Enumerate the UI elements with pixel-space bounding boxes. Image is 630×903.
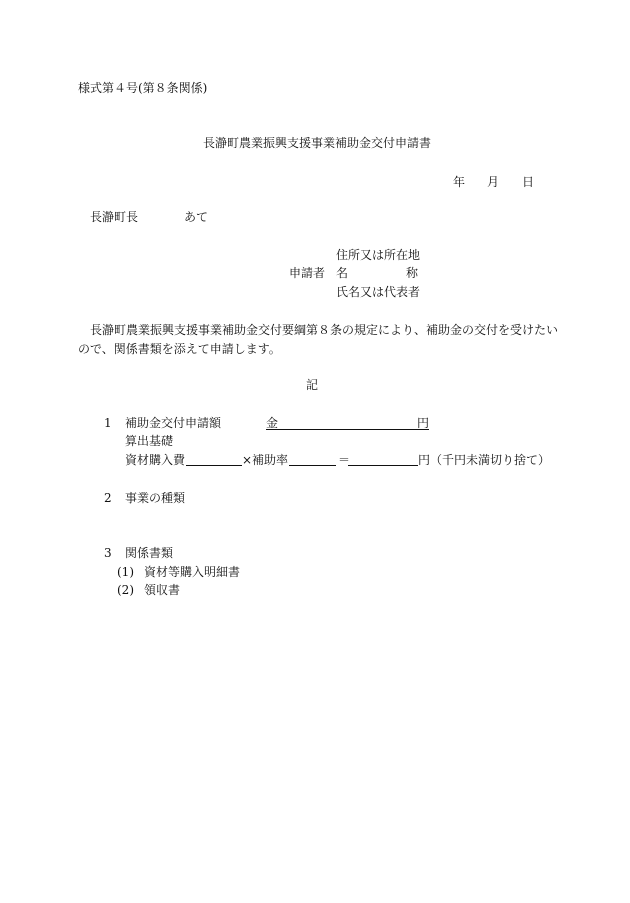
- item1-equals: ＝: [338, 453, 351, 467]
- item1-materials-label: 資材購入費: [125, 453, 186, 467]
- materials-cost-blank: [186, 465, 242, 466]
- item1-basis-label: 算出基礎: [125, 434, 174, 448]
- item1-times-rate: ×補助率: [242, 453, 289, 467]
- body-text-line-2: ので、関係書類を添えて申請します。: [78, 342, 281, 356]
- item2-label: 事業の種類: [125, 491, 186, 505]
- doc-2-label: 領収書: [144, 583, 181, 597]
- item3-label: 関係書類: [125, 546, 174, 560]
- item2-number: 2: [104, 491, 112, 505]
- applicant-representative-label: 氏名又は代表者: [336, 285, 421, 299]
- applicant-address-label: 住所又は所在地: [336, 248, 421, 262]
- date-day-label: 日: [522, 175, 535, 189]
- calculated-amount-blank: [348, 465, 418, 466]
- applicant-label: 申請者: [289, 266, 326, 280]
- form-number: 様式第４号(第８条関係): [78, 81, 208, 95]
- item1-number: 1: [104, 416, 112, 430]
- subsidy-rate-blank: [289, 465, 336, 466]
- doc-1-number: (1): [117, 565, 134, 579]
- applicant-name-label-2: 称: [406, 266, 419, 280]
- item1-kin: 金: [266, 416, 279, 430]
- doc-2-number: (2): [117, 583, 134, 597]
- addressee-name: 長瀞町長: [90, 210, 139, 224]
- date-year-label: 年: [453, 175, 466, 189]
- body-text-line-1: 長瀞町農業振興支援事業補助金交付要綱第８条の規定により、補助金の交付を受けたい: [90, 323, 559, 337]
- addressee-suffix: あて: [184, 210, 209, 224]
- doc-1-label: 資材等購入明細書: [144, 565, 241, 579]
- item1-amount-underline: [266, 429, 429, 430]
- applicant-name-label-1: 名: [336, 266, 349, 280]
- item1-label: 補助金交付申請額: [125, 416, 222, 430]
- item3-number: 3: [104, 546, 112, 560]
- ki-heading: 記: [306, 378, 319, 392]
- item1-yen: 円: [417, 416, 430, 430]
- form-title: 長瀞町農業振興支援事業補助金交付申請書: [203, 136, 432, 150]
- date-month-label: 月: [487, 175, 500, 189]
- item1-yen-note: 円（千円未満切り捨て）: [418, 453, 551, 467]
